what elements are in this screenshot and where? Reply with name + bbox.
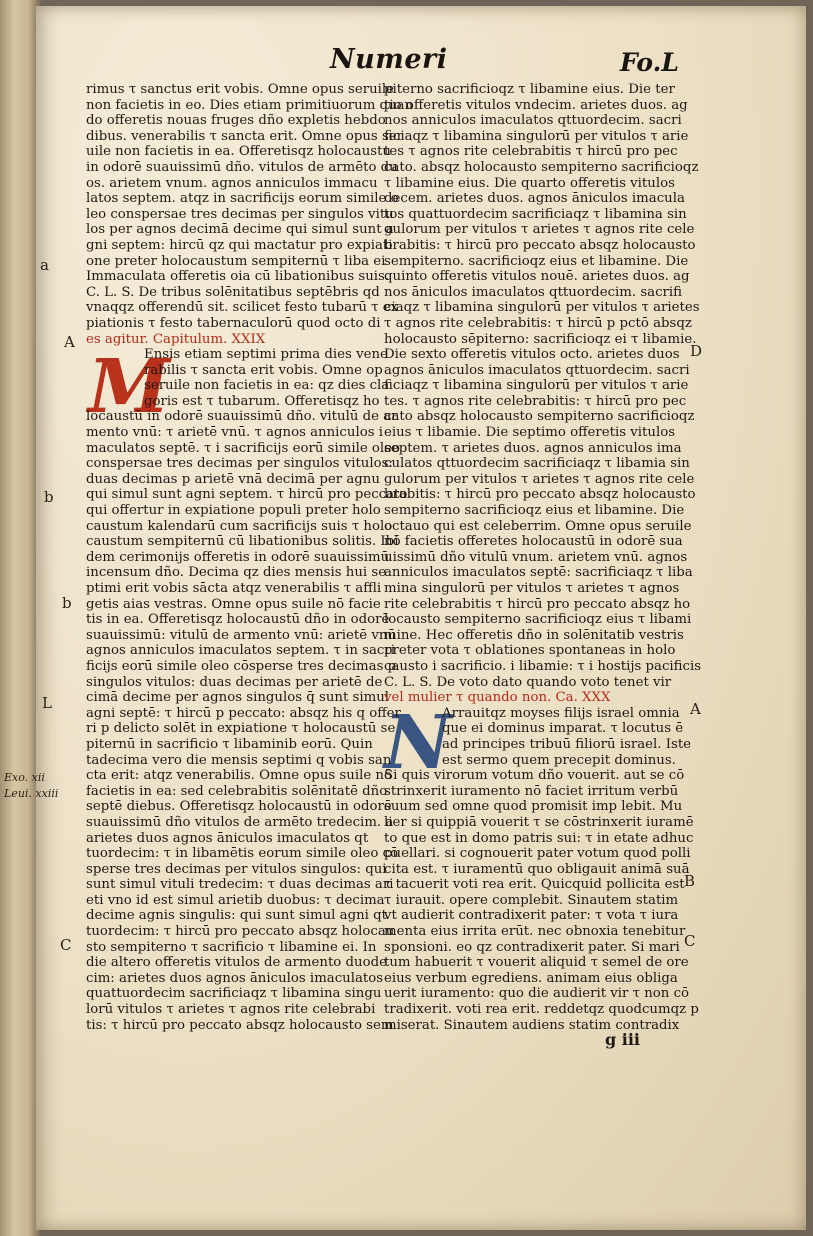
text-line: menta eius irrita erūt. nec obnoxia tenebitur bbox=[384, 924, 686, 940]
text-line: puellari. si cognouerit pater votum quod polli bbox=[384, 846, 691, 862]
text-line: anniculos imaculatos septē: sacrificiaqz τ liba bbox=[384, 565, 693, 581]
text-line: τ iurauit. opere complebit. Sinautem statim bbox=[384, 892, 679, 908]
text-line: Die sexto offeretis vitulos octo. arietes duos bbox=[384, 347, 680, 363]
text-line: brabitis: τ hircū pro peccato absqz holocausto bbox=[384, 487, 696, 503]
initial-capital-m: M bbox=[88, 344, 170, 430]
margin-note: Leui. xxiii bbox=[4, 787, 59, 800]
text-line: do offeretis nouas fruges dño expletis hebdo bbox=[86, 113, 386, 129]
text-line: facietis in ea: sed celebrabitis solēnitatē dño bbox=[86, 783, 388, 799]
text-line: tos quattuordecim sacrificiaqz τ libamina sin bbox=[384, 206, 687, 222]
text-line: vnaqqz offerendū sit. scilicet festo tubarū τ ex bbox=[86, 300, 399, 316]
text-line: octauo qui est celeberrim. Omne opus seruile bbox=[384, 518, 692, 534]
text-line: rite celebrabitis τ hircū pro peccato absqz ho bbox=[384, 596, 691, 612]
text-line: sempiterno sacrificioqz eius et libamine. Die bbox=[384, 503, 685, 519]
text-line: tis in ea. Offeretisqz holocaustū dño in odorē bbox=[86, 612, 390, 628]
text-line: decem. arietes duos. agnos āniculos imacula bbox=[384, 191, 685, 207]
text-line: miserat. Sinautem audiens statim contradix bbox=[384, 1017, 680, 1033]
text-line: locausto sempiterno sacrificioqz eius τ libami bbox=[384, 612, 692, 628]
text-line: es agitur. Capitulum. XXIX bbox=[86, 331, 266, 347]
text-line: suauissimū dño vitulos de armēto tredecim. a bbox=[86, 814, 394, 830]
text-line: eius verbum egrediens. animam eius obliga bbox=[384, 970, 678, 986]
margin-letter: A bbox=[64, 333, 75, 351]
text-line: brabitis: τ hircū pro peccato absqz holocausto bbox=[384, 237, 696, 253]
text-line: eti vno id est simul arietib duobus: τ decima bbox=[86, 892, 385, 908]
margin-letter: L bbox=[42, 694, 52, 712]
text-line: in odorē suauissimū dño. vitulos de armēto du bbox=[86, 159, 398, 175]
text-line: est sermo quem precepit dominus. bbox=[442, 752, 676, 768]
text-line: sunt simul vituli tredecim: τ duas decimas ari bbox=[86, 877, 394, 893]
text-line: uissimū dño vitulū vnum. arietem vnū. agnos bbox=[384, 549, 688, 565]
text-line: cim: arietes duos agnos āniculos imaculatos bbox=[86, 970, 384, 986]
text-line: nos āniculos imaculatos qttuordecim. sacrifi bbox=[384, 284, 683, 300]
text-line: dibus. venerabilis τ sancta erit. Omne opus ser bbox=[86, 128, 404, 144]
text-line: Si quis virorum votum dño vouerit. aut se cō bbox=[384, 768, 685, 784]
book-spine bbox=[0, 0, 40, 1236]
text-line: sto sempiterno τ sacrificio τ libamine ei. In bbox=[86, 939, 377, 955]
text-line: agnos āniculos imaculatos qttuordecim. sacri bbox=[384, 362, 690, 378]
text-line: ciaqz τ libamina singulorū per vitulos τ arietes bbox=[384, 300, 700, 316]
running-title: Numeri bbox=[330, 44, 448, 75]
text-line: qui simul sunt agni septem. τ hircū pro peccato bbox=[86, 487, 408, 503]
text-line: piterno sacrificioqz τ libamine eius. Die ter bbox=[384, 82, 675, 97]
right-text-column bbox=[384, 82, 702, 1033]
text-line: culatos qttuordecim sacrificiaqz τ libamia sin bbox=[384, 456, 690, 472]
text-line: leo conspersae tres decimas per singulos vitu bbox=[86, 206, 394, 222]
text-line: latos septem. atqz in sacrificijs eorum simile o bbox=[86, 191, 399, 207]
text-line: los per agnos decimā decime qui simul sunt a bbox=[86, 222, 394, 238]
text-line: preter vota τ oblationes spontaneas in holo bbox=[384, 643, 676, 659]
text-line: uile non facietis in ea. Offeretisqz holocaustu bbox=[86, 144, 391, 160]
text-line: τ libamine eius. Die quarto offeretis vitulos bbox=[384, 175, 675, 191]
margin-letter: a bbox=[40, 256, 49, 274]
text-line: quinto offeretis vitulos nouē. arietes duos. ag bbox=[384, 269, 690, 285]
text-line: strinxerit iuramento nō faciet irritum verbū bbox=[384, 783, 679, 799]
text-line: nos anniculos imaculatos qttuordecim. sacri bbox=[384, 113, 682, 129]
text-line: C. L. S. De voto dato quando voto tenet vir bbox=[384, 674, 672, 690]
text-line: τ tacuerit voti rea erit. Quicquid pollicita est bbox=[384, 877, 685, 893]
text-line: tes. τ agnos rite celebrabitis: τ hircū pro pec bbox=[384, 393, 687, 409]
text-line: sponsioni. eo qz contradixerit pater. Si mari bbox=[384, 939, 680, 955]
text-line: tis: τ hircū pro peccato absqz holocausto sem bbox=[86, 1017, 394, 1033]
text-line: suauissimū: vitulū de armento vnū: arietē vnū bbox=[86, 627, 396, 643]
folio-number: Fo.L bbox=[620, 48, 679, 77]
text-line: tuordecim: τ in libamētis eorum simile oleo cō bbox=[86, 846, 399, 862]
text-line: tadecima vero die mensis septimi q vobis san bbox=[86, 752, 392, 768]
margin-note: Exo. xii bbox=[4, 771, 45, 784]
text-line: sperse tres decimas per vitulos singulos: qui bbox=[86, 861, 387, 877]
signature-mark: g iii bbox=[605, 1030, 640, 1049]
margin-letter: b bbox=[44, 488, 54, 506]
text-line: lorū vitulos τ arietes τ agnos rite celebrabi bbox=[86, 1002, 376, 1018]
margin-letter: C bbox=[60, 936, 72, 954]
text-line: seruile non facietis in ea: qz dies cla bbox=[144, 378, 390, 394]
text-line: tradixerit. voti rea erit. reddetqz quodcumqz p bbox=[384, 1002, 699, 1018]
text-line: getis aias vestras. Omne opus suile nō facie bbox=[86, 596, 381, 612]
text-line: vel mulier τ quando non. Ca. XXX bbox=[384, 690, 611, 706]
text-line: piationis τ festo tabernaculorū quod octo di bbox=[86, 315, 381, 331]
text-line: rimus τ sanctus erit vobis. Omne opus seruile bbox=[86, 82, 395, 97]
text-line: tes τ agnos rite celebrabitis τ hircū pro pec bbox=[384, 144, 678, 160]
text-line: ri p delicto solēt in expiatione τ holocaustū se bbox=[86, 721, 396, 737]
text-line: sempiterno. sacrificioqz eius et libamine. Die bbox=[384, 253, 689, 269]
text-line: ficiaqz τ libamina singulorū per vitulos τ arie bbox=[384, 378, 689, 394]
margin-letter: A bbox=[690, 700, 701, 718]
text-line: incensum dño. Decima qz dies mensis hui se bbox=[86, 565, 387, 581]
text-line: rabilis τ sancta erit vobis. Omne op bbox=[144, 362, 383, 378]
text-line: gulorum per vitulos τ arietes τ agnos rite cele bbox=[384, 471, 695, 487]
text-line: suum sed omne quod promisit imp lebit. Mu bbox=[384, 799, 683, 815]
text-line: Arrauitqz moyses filijs israel omnia bbox=[442, 705, 680, 721]
text-line: τ agnos rite celebrabitis: τ hircū p pctō absqz bbox=[384, 315, 692, 331]
initial-capital-n: N bbox=[384, 700, 452, 786]
text-line: ficiaqz τ libamina singulorū per vitulos τ arie bbox=[384, 128, 689, 144]
text-line: agnos anniculos imaculatos septem. τ in sacri bbox=[86, 643, 395, 659]
text-line: mina singulorū per vitulos τ arietes τ agnos bbox=[384, 581, 680, 596]
text-line: nō facietis offeretes holocaustū in odorē sua bbox=[384, 534, 683, 550]
text-line: cato absqz holocausto sempiterno sacrificioqz bbox=[384, 409, 695, 425]
text-line: agni septē: τ hircū p peccato: absqz his q offer bbox=[86, 705, 401, 721]
text-line: mine. Hec offeretis dño in solēnitatib vestris bbox=[384, 627, 684, 643]
text-line: quattuordecim sacrificiaqz τ libamina singu bbox=[86, 986, 382, 1002]
text-line: arietes duos agnos āniculos imaculatos qt bbox=[86, 830, 369, 846]
text-line: conspersae tres decimas per singulos vitulos: bbox=[86, 456, 393, 472]
text-line: cta erit: atqz venerabilis. Omne opus suile nō bbox=[86, 768, 392, 784]
text-line: C. L. S. De tribus solēnitatibus septēbris qd bbox=[86, 284, 380, 300]
text-line: cita est. τ iuramentū quo obligauit animā suā bbox=[384, 861, 690, 877]
text-line: vt audierit contradixerit pater: τ vota τ iura bbox=[384, 908, 679, 924]
text-line: holocausto sēpiterno: sacrificioqz ei τ libamie. bbox=[384, 331, 697, 347]
text-line: decime agnis singulis: qui sunt simul agni qt bbox=[86, 908, 387, 924]
margin-letter: D bbox=[690, 342, 703, 360]
text-line: one preter holocaustum sempiternū τ liba ei bbox=[86, 253, 386, 269]
text-line: Immaculata offeretis oia cū libationibus suis. bbox=[86, 269, 390, 285]
text-line: uerit iuramento: quo die audierit vir τ non cō bbox=[384, 986, 690, 1002]
text-line: lier si quippiā vouerit τ se cōstrinxerit iuramē bbox=[384, 814, 694, 830]
text-line: tuordecim: τ hircū pro peccato absqz holocau bbox=[86, 924, 395, 940]
text-line: septem. τ arietes duos. agnos anniculos ima bbox=[384, 440, 682, 456]
margin-letter: b bbox=[62, 594, 72, 612]
margin-letter: B bbox=[684, 872, 696, 890]
text-line: non facietis in eo. Dies etiam primitiuorum quan bbox=[86, 97, 414, 113]
text-line: gni septem: hircū qz qui mactatur pro expiati bbox=[86, 237, 393, 253]
text-line: die altero offeretis vitulos de armento duode bbox=[86, 955, 387, 971]
text-line: ad principes tribuū filiorū israel. Iste bbox=[442, 736, 692, 752]
text-line: os. arietem vnum. agnos anniculos immacu bbox=[86, 175, 378, 191]
text-line: tum habuerit τ vouerit aliquid τ semel de ore bbox=[384, 955, 689, 971]
text-line: que ei dominus imparat. τ locutus ē bbox=[442, 721, 684, 737]
text-line: maculatos septē. τ i sacrificijs eorū simile oleo bbox=[86, 440, 401, 456]
text-line: to que est in domo patris sui: τ in etate adhuc bbox=[384, 830, 694, 846]
margin-letter: C bbox=[684, 932, 696, 950]
text-line: Ensis etiam septimi prima dies vene bbox=[144, 347, 388, 363]
text-line: caustum sempiternū cū libationibus solitis. Ibi bbox=[86, 534, 399, 550]
text-line: goris est τ tubarum. Offeretisqz ho bbox=[144, 393, 380, 409]
text-line: gulorum per vitulos τ arietes τ agnos rite cele bbox=[384, 222, 695, 238]
text-line: locaustū in odorē suauissimū dño. vitulū de ar bbox=[86, 409, 398, 425]
text-line: ptimi erit vobis sācta atqz venerabilis τ affli bbox=[86, 581, 382, 596]
text-line: cato. absqz holocausto sempiterno sacrificioqz bbox=[384, 159, 699, 175]
text-line: mento vnū: τ arietē vnū. τ agnos anniculos i bbox=[86, 425, 384, 441]
text-line: duas decimas p arietē vnā decimā per agnu bbox=[86, 471, 380, 487]
text-line: cimā decime per agnos singulos q̄ sunt simul bbox=[86, 690, 390, 706]
text-line: septē diebus. Offeretisqz holocaustū in odorē bbox=[86, 799, 392, 815]
text-line: causto i sacrificio. i libamie: τ i hostijs pacificis bbox=[384, 658, 702, 674]
text-line: qui offertur in expiatione populi preter holo bbox=[86, 503, 381, 519]
text-line: tio offeretis vitulos vndecim. arietes duos. ag bbox=[384, 97, 688, 113]
text-line: singulos vitulos: duas decimas per arietē de bbox=[86, 674, 383, 690]
text-line: eius τ libamie. Die septimo offeretis vitulos bbox=[384, 425, 676, 441]
left-text-column bbox=[86, 82, 414, 1033]
text-line: ficijs eorū simile oleo cōsperse tres decimas p bbox=[86, 658, 397, 674]
text-line: caustum kalendarū cum sacrificijs suis τ holo bbox=[86, 518, 393, 534]
text-line: dem cerimonijs offeretis in odorē suauissimū bbox=[86, 549, 390, 565]
text-line: piternū in sacrificio τ libaminib eorū. Quin bbox=[86, 736, 373, 752]
